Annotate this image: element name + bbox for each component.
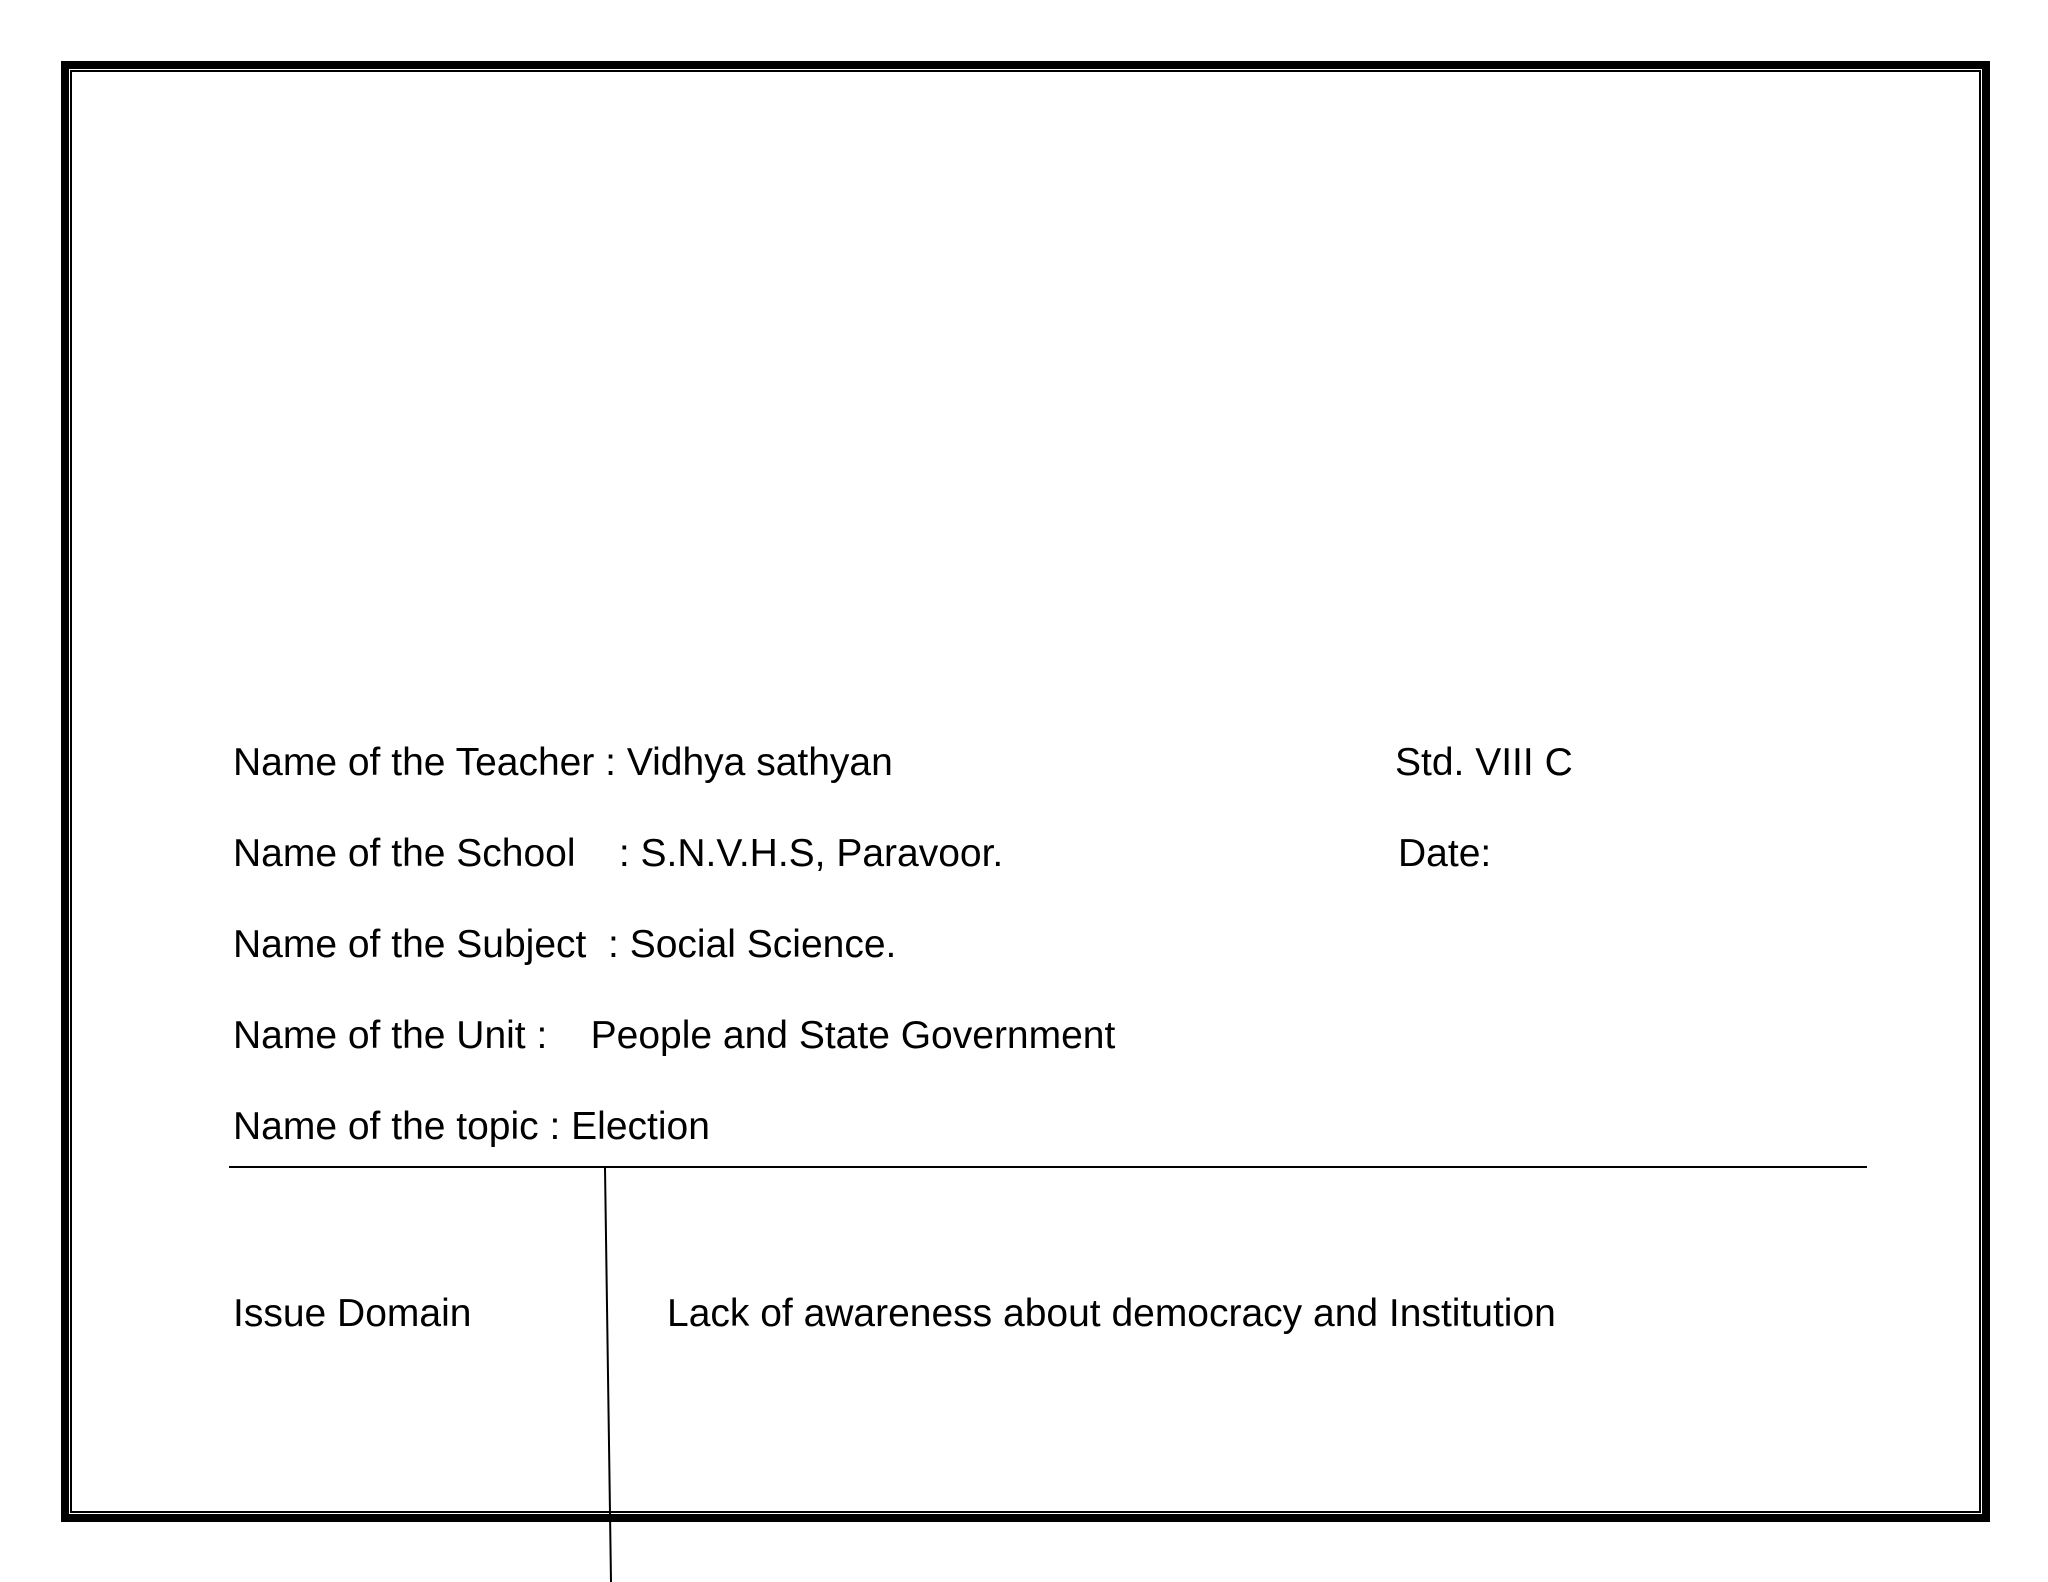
subject-line: Name of the Subject : Social Science. (233, 923, 897, 966)
table-top-rule (229, 1166, 1867, 1168)
teacher-line: Name of the Teacher : Vidhya sathyan (233, 741, 893, 784)
issue-domain-value: Lack of awareness about democracy and Institution (667, 1292, 1556, 1335)
unit-line: Name of the Unit : People and State Government (233, 1014, 1116, 1057)
school-line: Name of the School : S.N.V.H.S, Paravoor. (233, 832, 1004, 875)
date-field: Date: (1398, 832, 1492, 875)
topic-line: Name of the topic : Election (233, 1105, 710, 1148)
std-field: Std. VIII C (1395, 741, 1573, 784)
issue-domain-label: Issue Domain (233, 1292, 472, 1335)
